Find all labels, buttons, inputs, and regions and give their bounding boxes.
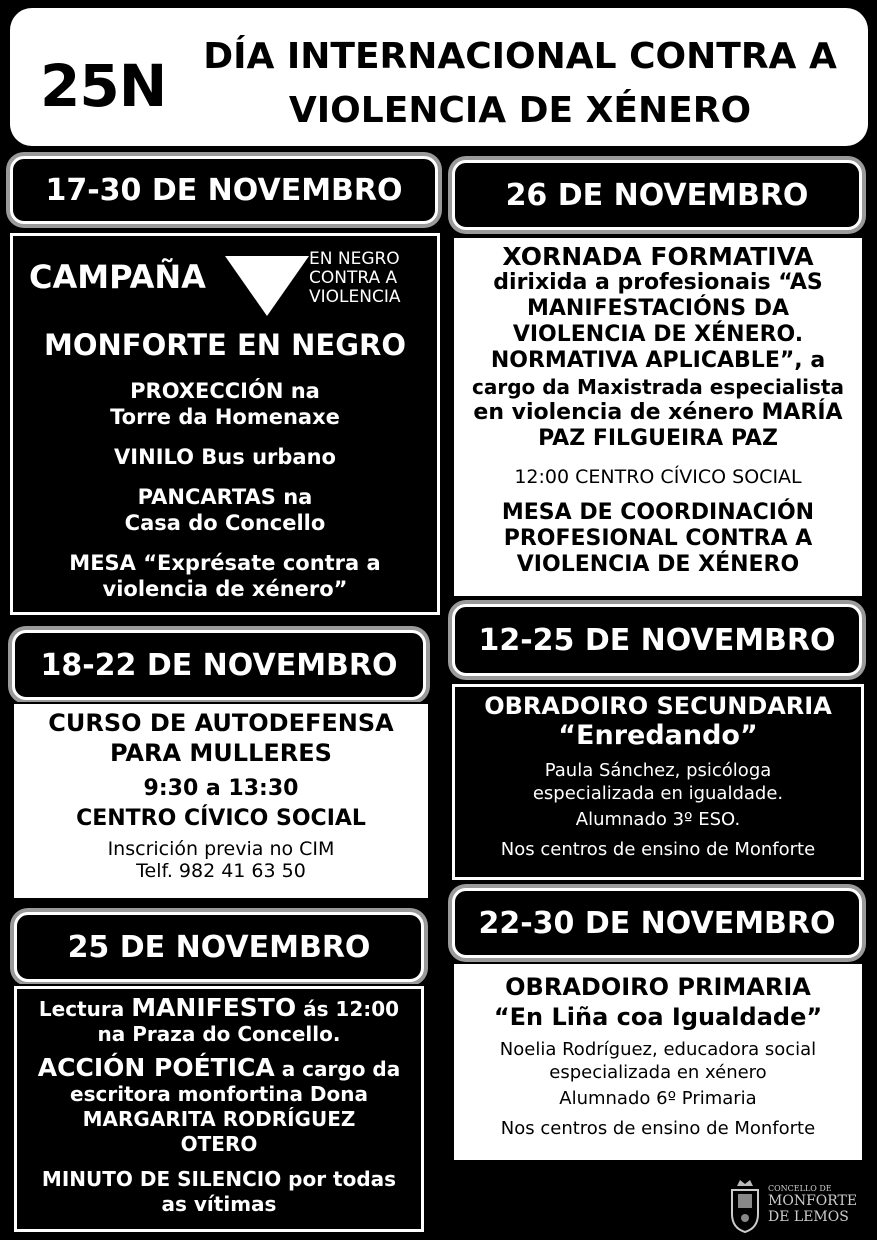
council-name: CONCELLO DE MONFORTE DE LEMOS [768,1184,858,1225]
date-label: 18-22 DE NOVEMBRO [40,647,398,683]
secondary-workshop-text: OBRADOIRO SECUNDARIA “Enredando” Paula Sánchez, psicóloga especializada en igualdade. Alumnado 3º ESO. Nos centros de ensino de Monforte [484,692,832,860]
campaign-label: CAMPAÑA [29,258,206,296]
council-logo [728,1176,860,1236]
event-tag: 25N [40,52,167,120]
campaign-heading: MONFORTE EN NEGRO [43,328,406,362]
self-defense-text: CURSO DE AUTODEFENSA PARA MULLERES 9:30 a 13:30 CENTRO CÍVICO SOCIAL Inscrición previa no CIM Telf. 982 41 63 50 [48,709,394,882]
date-label: 25 DE NOVEMBRO [67,929,371,965]
date-18-22 [12,630,426,700]
campaign-logo-text: EN NEGRO CONTRA A VIOLENCIA [309,250,401,307]
date-17-30 [10,156,438,224]
date-label: 26 DE NOVEMBRO [505,177,809,213]
date-22-30 [452,888,862,958]
campaign-items: PROXECCIÓN na Torre da Homenaxe VINILO Bus urbano PANCARTAS na Casa do Concello MESA “Exprésate contra a violencia de xénero” [69,379,381,601]
title-line-1: DÍA INTERNACIONAL CONTRA A [203,36,837,77]
date-label: 12-25 DE NOVEMBRO [478,622,836,658]
date-12-25 [452,604,862,676]
primary-workshop-text: OBRADOIRO PRIMARIA “En Liña coa Igualdade” Noelia Rodríguez, educadora social especializada en xénero Alumnado 6º Primaria Nos centros de ensino de Monforte [493,973,823,1139]
secondary-workshop-panel [452,684,864,880]
triangle-logo-icon [225,256,309,316]
self-defense-panel [12,702,430,900]
campaign-panel [10,233,440,615]
header-banner [10,8,868,146]
manifesto-text: Lectura MANIFESTO ás 12:00 na Praza do Concello. ACCIÓN POÉTICA a cargo da escritora monfortina Dona MARGARITA RODRÍGUEZ OTERO MINUTO DE SILENCIO por todas as vítimas [37,993,401,1216]
coat-of-arms-icon [728,1178,762,1234]
title-line-2: VIOLENCIA DE XÉNERO [288,90,752,131]
manifesto-panel [14,986,424,1232]
training-panel [452,236,864,598]
date-label: 22-30 DE NOVEMBRO [478,905,836,941]
page-title [180,30,860,138]
date-26 [452,160,862,230]
primary-workshop-panel [452,962,864,1162]
training-text: XORNADA FORMATIVA dirixida a profesionais “AS MANIFESTACIÓNS DA VIOLENCIA DE XÉNERO. NORMATIVA APLICABLE”, a cargo da Maxistrada especialista en violencia de xénero MARÍA PAZ FILGUEIRA PAZ 12:00 CENTRO CÍVICO SOCIAL MESA DE COORDINACIÓN PROFESIONAL CONTRA A VIOLENCIA DE XÉNERO [472,242,844,577]
date-25 [14,912,424,982]
date-label: 17-30 DE NOVEMBRO [45,172,403,208]
